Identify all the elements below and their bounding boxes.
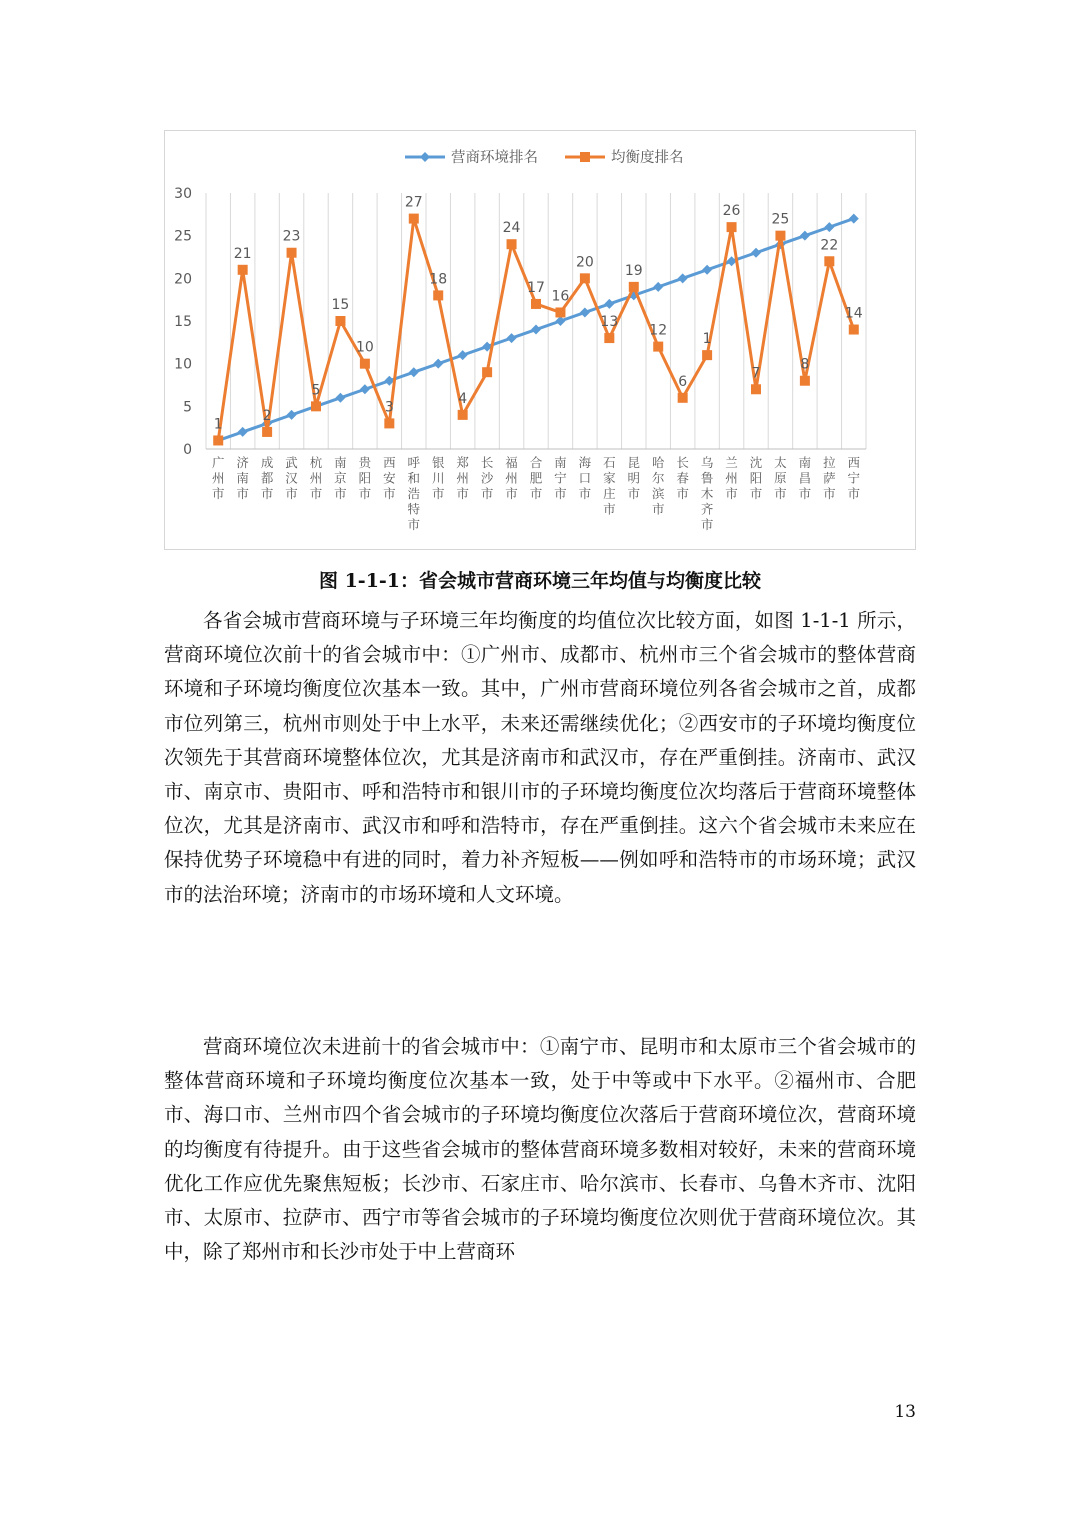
x-tick-label: 石家庄市 [603, 455, 616, 517]
data-point [458, 350, 468, 360]
data-label: 4 [458, 390, 468, 407]
data-label: 10 [355, 339, 374, 356]
data-label: 3 [384, 399, 394, 416]
data-point [335, 393, 345, 403]
data-point [213, 435, 223, 445]
data-point [580, 273, 590, 283]
line-chart [165, 131, 917, 551]
x-tick-label: 海口市 [578, 455, 592, 501]
data-point [531, 299, 541, 309]
legend-label: 营商环境排名 [451, 150, 538, 166]
data-point [751, 248, 761, 258]
y-tick-label: 30 [174, 186, 192, 202]
data-point [238, 427, 248, 437]
legend-label: 均衡度排名 [611, 150, 684, 166]
data-label: 20 [575, 254, 594, 271]
data-label: 25 [771, 211, 790, 228]
x-tick-label: 长春市 [676, 455, 689, 501]
data-point [604, 333, 614, 343]
figure-caption: 图 1-1-1：省会城市营商环境三年均值与均衡度比较 [318, 570, 762, 592]
data-point [311, 401, 321, 411]
legend-marker [420, 152, 430, 162]
data-label: 14 [844, 305, 863, 322]
data-label: 6 [678, 373, 688, 390]
data-point [629, 282, 639, 292]
y-tick-label: 15 [174, 314, 192, 330]
data-point [678, 393, 688, 403]
data-point [678, 273, 688, 283]
data-label: 16 [551, 288, 570, 305]
y-tick-label: 20 [174, 271, 192, 288]
x-tick-label: 兰州市 [725, 455, 738, 501]
x-tick-label: 呼和浩特市 [407, 455, 421, 532]
x-tick-label: 广州市 [211, 455, 225, 501]
data-point [531, 325, 541, 335]
x-tick-label: 拉萨市 [823, 455, 836, 501]
data-point [727, 222, 737, 232]
data-label: 24 [502, 220, 521, 237]
data-label: 22 [820, 237, 839, 254]
x-tick-label: 太原市 [774, 455, 787, 501]
x-tick-label: 合肥市 [529, 455, 543, 501]
x-tick-label: 银川市 [431, 455, 445, 501]
data-point [384, 418, 394, 428]
y-tick-label: 25 [174, 228, 192, 245]
x-tick-label: 长沙市 [480, 455, 494, 501]
page-number: 13 [894, 1402, 916, 1422]
data-point [458, 410, 468, 420]
body-paragraph-1: 各省会城市营商环境与子环境三年均衡度的均值位次比较方面，如图 1-1-1 所示，营商环境位次前十的省会城市中：①广州市、成都市、杭州市三个省会城市的整体营商环境和子环境均衡度位次基本一致。其中，广州市营商环境位列各省会城市之首，成都市位列第三，杭州市则处于中上水平，未来还需继续优化；②西安市的子环境均衡度位次领先于其营商环境整体位次，尤其是济南市和武汉市，存在严重倒挂。济南市、武汉市、南京市、贵阳市、呼和浩特市和银川市的子环境均衡度位次均落后于营商环境整体位次，尤其是济南市、武汉市和呼和浩特市，存在严重倒挂。这六个省会城市未来应在保持优势子环境稳中有进的同时，着力补齐短板——例如呼和浩特市的市场环境；武汉市的法治环境；济南市的市场环境和人文环境。 [164, 609, 916, 906]
data-label: 2 [262, 407, 272, 424]
data-point [409, 367, 419, 377]
data-point [800, 231, 810, 241]
data-label: 1 [213, 416, 223, 433]
data-point [555, 307, 565, 317]
data-point [800, 376, 810, 386]
data-point [507, 333, 517, 343]
x-tick-label: 西安市 [383, 455, 396, 501]
y-tick-label: 10 [174, 356, 192, 373]
data-label: 17 [527, 279, 545, 296]
data-point [360, 359, 370, 369]
x-tick-label: 郑州市 [456, 455, 469, 501]
data-point [702, 350, 712, 360]
data-point [849, 214, 859, 224]
data-point [287, 410, 297, 420]
data-point [238, 265, 248, 275]
data-label: 27 [404, 194, 423, 211]
data-point [409, 214, 419, 224]
x-tick-label: 西宁市 [847, 455, 861, 501]
data-label: 26 [722, 203, 741, 220]
data-point [287, 248, 297, 258]
data-label: 21 [233, 245, 252, 262]
x-tick-label: 乌鲁木齐市 [700, 455, 714, 532]
data-label: 1 [702, 331, 712, 348]
x-tick-label: 沈阳市 [749, 455, 763, 501]
data-point [482, 367, 492, 377]
x-tick-label: 福州市 [505, 455, 518, 501]
data-label: 5 [311, 382, 321, 399]
data-point [604, 299, 614, 309]
x-tick-label: 哈尔滨市 [651, 455, 665, 517]
data-point [775, 231, 785, 241]
data-label: 13 [600, 314, 619, 331]
legend-marker [580, 152, 590, 162]
y-tick-label: 0 [183, 442, 192, 458]
data-point [555, 316, 565, 326]
x-tick-label: 南宁市 [554, 455, 567, 501]
x-tick-label: 济南市 [236, 455, 249, 501]
x-tick-label: 杭州市 [309, 455, 323, 501]
data-label: 23 [282, 228, 301, 245]
y-tick-label: 5 [183, 399, 192, 416]
data-point [824, 222, 834, 232]
data-point [507, 239, 517, 249]
x-tick-label: 昆明市 [627, 455, 641, 501]
data-point [849, 325, 859, 335]
data-point [580, 307, 590, 317]
data-label: 18 [429, 271, 448, 288]
data-point [702, 265, 712, 275]
x-tick-label: 武汉市 [285, 455, 298, 501]
data-point [824, 256, 834, 266]
data-point [262, 427, 272, 437]
data-point [653, 282, 663, 292]
data-point [751, 384, 761, 394]
data-point [433, 359, 443, 369]
body-paragraph-2: 营商环境位次未进前十的省会城市中：①南宁市、昆明市和太原市三个省会城市的整体营商环境和子环境均衡度位次基本一致，处于中等或中下水平。②福州市、合肥市、海口市、兰州市四个省会城市的子环境均衡度位次落后于营商环境位次，营商环境的均衡度有待提升。由于这些省会城市的整体营商环境多数相对较好，未来的营商环境优化工作应优先聚焦短板；长沙市、石家庄市、哈尔滨市、长春市、乌鲁木齐市、沈阳市、太原市、拉萨市、西宁市等省会城市的子环境均衡度位次则优于营商环境位次。其中，除了郑州市和长沙市处于中上营商环 [164, 1035, 916, 1264]
data-point [433, 290, 443, 300]
x-tick-label: 南京市 [334, 455, 347, 501]
x-tick-label: 成都市 [260, 455, 274, 501]
data-label: 8 [800, 356, 810, 373]
figure-chart [164, 130, 916, 550]
data-label: 12 [649, 322, 668, 339]
x-tick-label: 南昌市 [798, 455, 812, 501]
data-label: 15 [331, 297, 350, 313]
data-point [653, 342, 663, 352]
data-point [360, 384, 370, 394]
data-label: 7 [751, 365, 761, 382]
data-label: 19 [624, 262, 643, 279]
x-tick-label: 贵阳市 [358, 455, 372, 501]
data-point [335, 316, 345, 326]
